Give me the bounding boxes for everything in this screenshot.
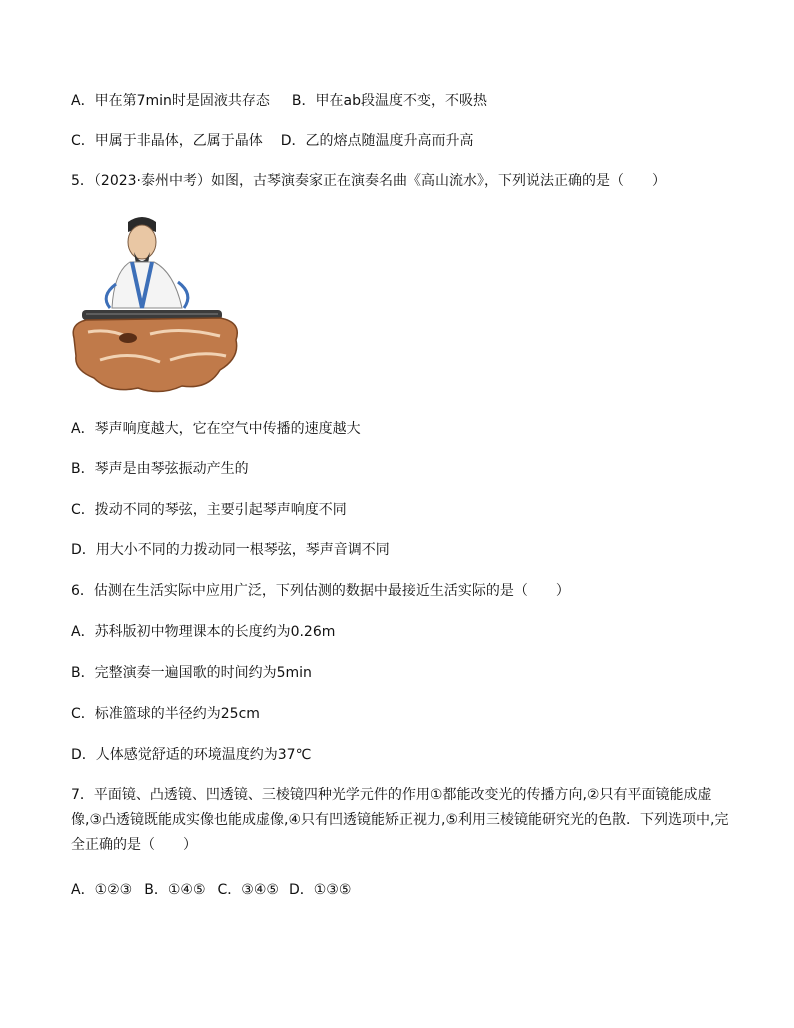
q7-option-a: A．①②③	[71, 882, 133, 898]
q7-stem: 7．平面镜、凸透镜、凹透镜、三棱镜四种光学元件的作用①都能改变光的传播方向,②只有平面镜能成虚像,③凸透镜既能成实像也能成虚像,④只有凹透镜能矫正视力,⑤利用三棱镜能研究光的色散．下列选项中,完全正确的是（ ）	[71, 787, 729, 853]
guqin-player-illustration	[70, 210, 242, 398]
q4-options-row-1	[71, 91, 487, 111]
q7-option-d: D．①③⑤	[288, 882, 352, 898]
guqin-player-icon	[70, 210, 242, 398]
q5-option-b: B．琴声是由琴弦振动产生的	[71, 461, 249, 477]
q6-option-a: A．苏科版初中物理课本的长度约为0.26m	[71, 624, 336, 640]
q4-option-a: A．甲在第7min时是固液共存态	[71, 93, 270, 109]
q6-option-d: D．人体感觉舒适的环境温度约为37℃	[71, 747, 312, 763]
q7-option-b: B．①④⑤	[144, 882, 206, 898]
q7-options-row	[71, 880, 351, 900]
q5-option-d: D．用大小不同的力拨动同一根琴弦，琴声音调不同	[71, 542, 390, 558]
q5-stem: 5．（2023·泰州中考）如图，古琴演奏家正在演奏名曲《高山流水》，下列说法正确的是（ ）	[71, 173, 666, 189]
q5-option-a: A．琴声响度越大，它在空气中传播的速度越大	[71, 421, 361, 437]
q4-option-b: B．甲在ab段温度不变，不吸热	[291, 93, 487, 109]
q6-option-b: B．完整演奏一遍国歌的时间约为5min	[71, 665, 312, 681]
q4-option-d: D．乙的熔点随温度升高而升高	[280, 133, 474, 149]
q6-stem: 6．估测在生活实际中应用广泛，下列估测的数据中最接近生活实际的是（ ）	[71, 583, 570, 599]
q5-option-c: C．拨动不同的琴弦，主要引起琴声响度不同	[71, 502, 347, 518]
q4-options-row-2	[71, 131, 474, 151]
q6-option-c: C．标准篮球的半径约为25cm	[71, 706, 260, 722]
q4-option-c: C．甲属于非晶体，乙属于晶体	[71, 133, 263, 149]
q7-option-c: C．③④⑤	[217, 882, 279, 898]
